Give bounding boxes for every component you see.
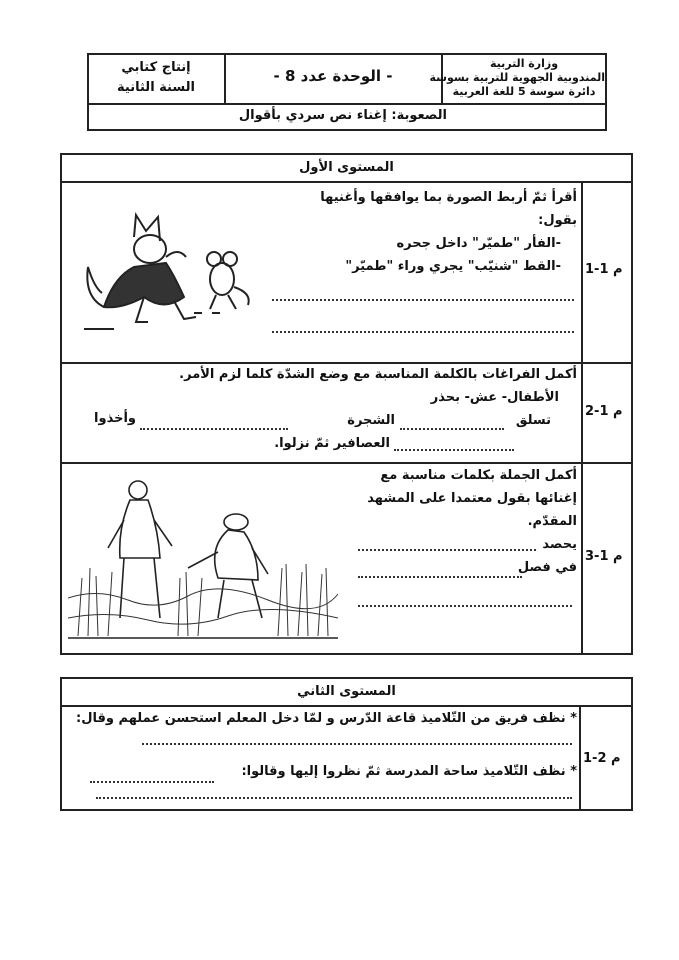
answer-line[interactable] <box>140 428 288 430</box>
item-1-2-instruction: أكمل الفراغات بالكلمة المناسبة مع وضع الشدّة كلما لزم الأمر. <box>179 367 577 382</box>
level1-row1-divider <box>60 362 633 364</box>
item-1-1-line-1: بقول: <box>538 213 577 228</box>
item-1-3-instruction-3: المقدّم. <box>527 514 577 529</box>
level1-title: المستوى الأول <box>299 160 394 175</box>
item-1-3-instruction-1: أكمل الجملة بكلمات مناسبة مع <box>380 468 577 483</box>
item-1-1-code: م 1-1 <box>585 262 623 277</box>
level1-title-divider <box>60 181 633 183</box>
item-1-2-code: م 1-2 <box>585 404 623 419</box>
ministry-line-3: دائرة سوسة 5 للغة العربية <box>452 85 596 98</box>
answer-line[interactable] <box>96 797 572 799</box>
difficulty-label: الصعوبة: إغناء نص سردي بأقوال <box>238 108 447 123</box>
ministry-line-1: وزارة التربية <box>489 57 559 70</box>
harvest-illustration <box>68 468 338 643</box>
answer-line[interactable] <box>358 576 522 578</box>
item-1-2-word-bank: الأطفال- عش- بحذر <box>430 390 559 405</box>
answer-line[interactable] <box>400 428 504 430</box>
item-1-3-instruction-2: إغنائها بقول معتمدا على المشهد <box>367 491 577 506</box>
answer-line[interactable] <box>142 743 572 745</box>
item-1-2-line-2: العصافير ثمّ نزلوا. <box>274 436 390 451</box>
item-1-1-line-2: -الفأر "طميّر" داخل جحره <box>396 236 561 251</box>
answer-line[interactable] <box>358 549 536 551</box>
item-1-3-code: م 1-3 <box>585 549 623 564</box>
unit-title: - الوحدة عدد 8 - <box>273 67 393 85</box>
item-1-2-word-a: تسلق <box>515 413 551 428</box>
header-divider-bottom <box>87 103 607 105</box>
level2-title-divider <box>60 705 633 707</box>
answer-line[interactable] <box>272 331 574 333</box>
item-1-3-line-1: يحصد <box>542 537 577 552</box>
ministry-line-2: المندوبية الجهوية للتربية بسوسة <box>429 71 605 84</box>
item-2-1-question-1: * نظف فريق من التّلاميذ قاعة الدّرس و لمّا دخل المعلم استحسن عملهم وقال: <box>76 711 577 726</box>
item-2-1-question-2: * نظف التّلاميذ ساحة المدرسة ثمّ نظروا إليها وقالوا: <box>241 764 577 779</box>
level2-code-column-divider <box>579 705 581 811</box>
item-1-2-word-c: وأخذوا <box>94 411 136 426</box>
answer-line[interactable] <box>272 299 574 301</box>
cat-mouse-illustration <box>74 197 264 347</box>
level2-title: المستوى الثاني <box>297 684 396 699</box>
level1-code-column-divider <box>581 181 583 655</box>
item-1-2-word-b: الشجرة <box>347 413 395 428</box>
subject-title: إنتاج كتابي <box>121 60 191 75</box>
grade-title: السنة الثانية <box>117 80 195 95</box>
level1-row2-divider <box>60 462 633 464</box>
item-1-1-instruction: أقرأ ثمّ أربط الصورة بما يوافقها وأغنيها <box>320 190 577 205</box>
answer-line[interactable] <box>394 449 514 451</box>
answer-line[interactable] <box>90 781 214 783</box>
item-2-1-code: م 2-1 <box>583 751 621 766</box>
item-1-1-line-3: -القط "شنيّب" يجري وراء "طميّر" <box>345 259 561 274</box>
item-1-3-line-2: في فصل <box>517 560 577 575</box>
answer-line[interactable] <box>358 605 572 607</box>
